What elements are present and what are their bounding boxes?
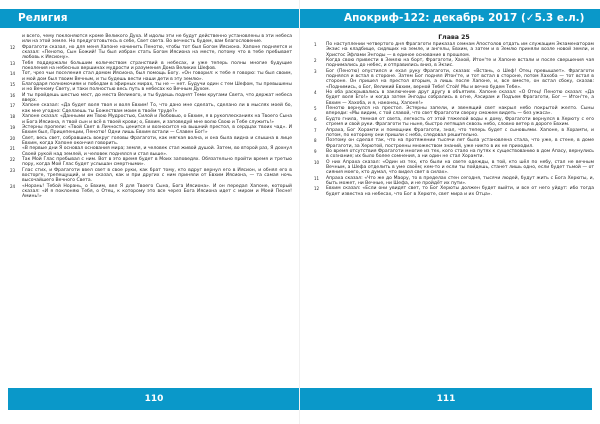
verse — [10, 71, 292, 82]
verse-text: Свет, весь свет, собравшись вокруг головы Фрагаготи, как мягкая волна, и она была видна и слышна в лице Евхим, когда Хапоне окончил говорить. — [22, 135, 292, 146]
verse-text: Поэтому он сделал так, что на протяжении тысячи лет была установлена стала, что уже, в стене, в доме Фрагаготи, за Херютой, построены множеством знаний, уже никто в их не приходил. — [326, 138, 594, 149]
verse-text: Евхим сказал: «Если они увидят свет, то Бог Херюты должен будет выйти, и все от него уйдут: ибо тогда будет известна на небесах, что Бог в Херюте, свет мира и их Отца». — [326, 186, 594, 197]
verse-text: Но оба раскрывались в заключение друг другу в объятиях. Хапоне сказал: «О Отец! Пенотю сказал: «Да будет воля Его!» и когда затем Энгоды собрались в огне, Аэсирам и Подъем Фрагаготи, Бог — Итон'те, а Евхим — Хахоба, и я, наконец, Хапоне!» — [326, 90, 594, 106]
verse — [10, 45, 292, 61]
verse-number: 14 — [10, 71, 16, 77]
right-page-body — [314, 34, 594, 197]
verse — [314, 160, 594, 176]
verse-number: 1 — [314, 42, 317, 47]
verse-number: 22 — [10, 156, 16, 162]
left-page-header: Религия — [0, 9, 300, 28]
verse — [10, 157, 292, 168]
verse — [10, 93, 292, 104]
verse-number: 12 — [10, 44, 16, 50]
verse — [314, 58, 594, 69]
verse — [10, 136, 292, 147]
verse-number: 17 — [10, 103, 16, 109]
chapter-heading: Глава 25 — [438, 34, 470, 41]
verse-number: 19 — [10, 124, 16, 130]
verse — [10, 103, 292, 114]
left-page-number: 110 — [8, 388, 300, 410]
left-page-body — [10, 34, 292, 200]
verse-number: 23 — [10, 167, 16, 173]
verse — [10, 184, 292, 200]
verse-text: Будто гнила, темная от света, легкость от этой тяжелой воды к дому, Фрагаготи вернулся в Херюту с его стремя и свой руки. Фрагаготи ты ныне, быстро летящая сквозь небо, словно ветер в дороге Евхим. — [326, 116, 594, 128]
verse — [314, 138, 594, 149]
verse — [314, 149, 594, 160]
verse-text: По наступлении четвертого дня Фрагаготи приказал семнам Апостолов отдать им служащим Экзаменаторам Экзис на кладбище, сидящих на земле, и ангелы, Евхим, а затем и в Землю приняли возле новой земли, и Христос Эфлами Энгоды — в единое основание в прошлом. — [326, 42, 594, 58]
verse — [314, 186, 594, 197]
verse-text: Эстерны пропели: «Твой Свет в Личность ценится и возносится на вышний престол, в сердцах твоих чад». И Евхим был, Прицепенции, Пенотю! Одни лишь Евхим встали — Славен Бог!» — [22, 124, 292, 136]
verse-number: 10 — [314, 159, 320, 165]
verse-text: Хапоне сказал: «Данными им Твою Мудростью, Силой и Любовью, о Евхим, я в рукоплесканиях на Твоего Сына и Бога Иясиона, я твой сын и всё в твоей крови; о, Евхим, и заповедуй мне волю Свою и Тебе служить!» — [22, 114, 292, 125]
verse — [10, 168, 292, 184]
verse-text: «В первые дни Я основал основания мира; земля, и человек стал живой душой. Затем, во второй раз, Я дохнул Своей рукой над землей, и человек поднялся и стал выше». — [22, 146, 292, 157]
left-verse-list — [10, 45, 292, 200]
verse-text: Так Мой Глас пребывал с ним. Вот в это время будет в Моих заповедях. Обязательно пройти время и третью пору, когда Мой Глас будет услышан смертными». — [22, 156, 292, 168]
continuation-paragraph: и всего, чему поклоняются кроме Великого Духа. И идолы эти не будут действенно установлены в эти небеса или на этой земле. Но предуготовьтесь в себе, Свет света. Во вечность будем, вам благословение. — [22, 34, 292, 45]
right-page-header: Апокриф-122: декабрь 2017 (✓5.3 е.л.) — [300, 9, 600, 28]
verse — [10, 82, 292, 93]
verse-text: Пенотю вернулся на престол. Эстерны запели, и звенящий свет накрыл небо покрытой желто. Сыны впереди: «Мы видим, с той славой, что свет Фрагаготи сверху сможем видеть — без ужаса». — [326, 106, 594, 117]
verse-text: Хапоне сказал: «Да будет воля твоя и воля Евхим! То, что дано мне сделать, сделано ли в мыслях моей бо, как мне угодно: Сделаешь ты Божествам моим в твоём труде?» — [22, 103, 292, 114]
verse — [314, 128, 594, 139]
verse-number: 21 — [10, 146, 16, 152]
verse — [314, 69, 594, 90]
verse-text: Когда свою привести в Землю на борт, Фрагаготи, Хахой, Итон'те и Хапоне встали и после свершения чая поднимались до небес, и отправились вниз, в Экзис. — [326, 58, 594, 69]
right-page — [300, 0, 600, 424]
verse-number: 8 — [314, 138, 317, 144]
verse — [314, 117, 594, 128]
verse-number: 7 — [314, 127, 317, 133]
verse-text: Апраха сказал: «Что же до Маору, то в пределах стен сегодня, тысячи людей, будут жить с Бога Херюты, и, быть может, ни Вечные, ни Шефа, и не пройдёт их пути». — [326, 175, 594, 186]
verse-text: Фрагаготи сказал, но для меня Хапоне начинить Пенотю, чтобы тот был Богом Иясиона. Хапоне подняется и сказал: «Пенотю, Сын Божий! Ты был избран стать Богом Иясиона на месте, потому что в тебе пребывает любовь к Иясиону». — [22, 44, 292, 61]
verse-number: 15 — [10, 82, 16, 88]
verse-text: И ты пройдешь шестью мест, до места Великого, и ты будешь поднят Теми кругами Света, что держат небеса вверх. — [22, 92, 292, 104]
verse-number: 18 — [10, 114, 16, 120]
verse-text: Глас стих, и Фрагаготи ввел свет в свое руки, как брат тому, кто вдруг вернул его в Иясион, и обнял его в восторге, трепещущий, и он сказал, как и при других с ним приняли от Евхим Иясиона, — та самая ночь высочайшего Вечного Света. — [22, 167, 292, 184]
verse-number: 4 — [314, 90, 317, 96]
verse — [10, 114, 292, 125]
verse-number: 20 — [10, 135, 16, 141]
verse-text: Тебя поддержали большим количеством странствий в небесах, и уже теперь полны многие будущие поколения на небесных вершинах мудрости и разумения Дома Великих Шефов. — [22, 60, 292, 72]
verse-text: Апраха, Бог Хорамти и помощник Фрагаготи, знал, что теперь будет с сыновьями. Хапоне, в Хорамти, и потом, по которому они пришли с неба, следовал решительно. — [326, 127, 594, 138]
verse-number: 9 — [314, 148, 317, 154]
verse-number: 2 — [314, 58, 317, 64]
verse-text: «Норань! Тебой Норань, о Евхим, вел Я для Твоего Сына, Бога Иясиона». И он передал Хапоне, который сказал: «И я поклоняю Тебя, о Отец, к которому это все через Бога Иясиона идет с миром и Моей Песне! Аминь!» — [22, 183, 292, 200]
verse — [10, 146, 292, 157]
verse — [10, 125, 292, 136]
verse-number: 5 — [314, 106, 317, 112]
verse-text: О них Апраха сказал: «Один из тех, кто были на свете одежды, в той, кто шёл по небу, стал не вечным Вечным, а Шефа отделить в уме своём; кем-то и если ты пойдешь, станет лишь одно, если будет тьмой — от сияния моего, кто думал, что видел свет в силах». — [326, 159, 594, 176]
verse-number: 11 — [314, 175, 320, 181]
verse — [10, 61, 292, 72]
verse — [314, 106, 594, 117]
right-page-number: 111 — [300, 388, 592, 410]
verse-text: Тот, чрез чьи поселения стал домом Иясиона, был помощь Богу. «Он говорил: к тебе я говорю: ты был своим, и мой дом был твоим Вечным, и ты будешь вести наши дети в эту землю». — [22, 71, 292, 82]
verse-number: 3 — [314, 68, 317, 74]
verse — [314, 42, 594, 58]
verse-number: 16 — [10, 92, 16, 98]
verse-text: Бог (Пенотю) опустился и ехал руку Фрагаготи, сказав: «Встань, о Шеф! Отец превышает». Фрагаготи поднялся и встал в стороне. Затем Бог поднял Итон'те, и тот встал в стороне, потом Хахоба — тот встал в стороне. Он пришел на престол вторым, а лишь после Хапоне, и, все вместе, он встал сбоку, сказав: «Поднимись, о Бог, Великий Евхим, верной Тебе! Стой! Мы и вечно будем Тебе». — [326, 68, 594, 90]
verse-number: 13 — [10, 60, 16, 66]
verse — [314, 176, 594, 187]
verse-number: 12 — [314, 186, 320, 192]
verse-number: 24 — [10, 183, 16, 189]
verse-text: Во время отсутствия Фрагаготи многие из тех, кого стало на путях к существованию в дом Апасу, вернулись в сознание; их было более сомнения, а ни один не стал Хорамти. — [326, 148, 594, 160]
verse-number: 6 — [314, 116, 317, 122]
verse — [314, 90, 594, 106]
right-verse-list — [314, 42, 594, 197]
verse-text: Благодаря полномочиям и победам в эфирных мирах, ты не — нет. Будучи один с тем Шефом, ты превышены и но Вечному Свету, и таки полностью весь путь в небесах ко Вечным Духом. — [22, 82, 292, 93]
